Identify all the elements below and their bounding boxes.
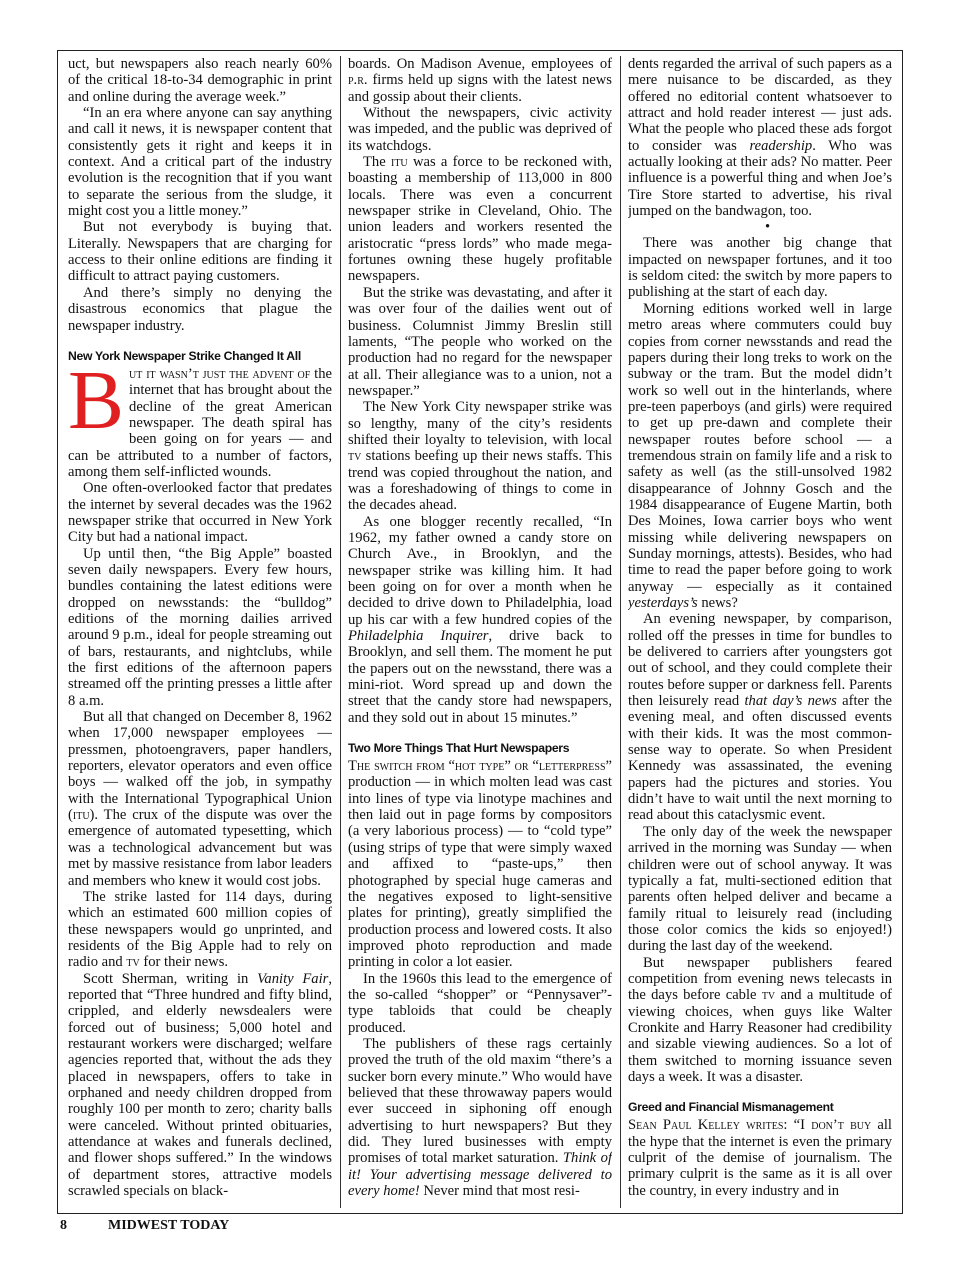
- paragraph: As one blogger recently recalled, “In 1962, my father owned a candy store on Church Ave., in Brooklyn, and the newspaper strike was killing him. It had been going on for over a month when he decided to drive down to Philadelphia, load up his car with a few hundred copies of the Philadelphia Inquirer, drive back to Brooklyn, and sell them. The moment he put the papers out on the newsstand, there was a mini-riot. Word spread up and down the street that the candy store had newspapers, and they sold out in about 15 minutes.”: [348, 513, 612, 726]
- article-body: [68, 56, 894, 1208]
- paragraph: Up until then, “the Big Apple” boasted seven daily newspapers. Every few hours, bundles containing the latest editions were dropped on newsstands: the “bulldog” editions of the morning dailies arrived around 9 p.m., ideal for people streaming out of bars, restaurants, and nightclubs, while the first editions of the afternoon papers streamed off the printing presses a little after 8 a.m.: [68, 545, 332, 709]
- magazine-name: MIDWEST TODAY: [108, 1218, 230, 1233]
- paragraph: uct, but newspapers also reach nearly 60% of the critical 18-to-34 demographic in print and online during the average week.”: [68, 56, 332, 105]
- drop-cap: B: [68, 353, 125, 447]
- paragraph: An evening newspaper, by comparison, rolled off the presses in time for bundles to be delivered to carriers after youngsters got out of school, and they could complete their routes before supper or darkness fell. Parents then leisurely read that day’s news after the evening meal, and often discussed events with their kids. It was the most common-sense way to operate. So when President Kennedy was assassinated, the evening papers had the pictures and stories. You didn’t have to wait until the next morning to read about this cataclysmic event.: [628, 611, 892, 824]
- column-rule: [340, 56, 341, 1208]
- paragraph: There was another big change that impacted on newspaper fortunes, and it too is seldom cited: the switch by more papers to publishing at the start of each day.: [628, 235, 892, 301]
- paragraph: dents regarded the arrival of such papers as a mere nuisance to be discarded, as they offered no editorial content whatsoever to attract and hold reader interest — just ads. What the people who placed these ads forgot to consider was readership. Who was actually looking at their ads? No matter. Peer influence is a powerful thing and when Joe’s Tire Store started to advertise, his rival jumped on the bandwagon, too.: [628, 56, 892, 220]
- paragraph: The only day of the week the newspaper arrived in the morning was Sunday — when children were out of school anyway. It was typically a fat, multi-sectioned edition that parents often helped deliver and became a family ritual to leisurely read (including those color comics the kids so enjoyed!) during the last day of the weekend.: [628, 823, 892, 955]
- paragraph: In the 1960s this lead to the emergence of the so-called “shopper” or “Pennysaver”-type tabloids that could be cheaply produced.: [348, 970, 612, 1036]
- paragraph: The New York City newspaper strike was so lengthy, many of the city’s residents shifted their loyalty to television, with local tv stations beefing up their news staffs. This trend was copied throughout the nation, and was a foreshadowing of things to come in the decades ahead.: [348, 399, 612, 514]
- paragraph: Scott Sherman, writing in Vanity Fair, reported that “Three hundred and fifty blind, crippled, and elderly newsdealers were forced out of business; 5,000 hotel and restaurant workers were discharged; welfare agencies reported that, without the ads they placed in newspapers, offers to take in orphaned and needy children dropped from roughly 100 per month to zero; charity balls were canceled. Without printed obituaries, attendance at wakes and funerals declined, and flower shops suffered.” In the windows of department stores, attractive models scrawled specials on black-: [68, 970, 332, 1200]
- paragraph: But not everybody is buying that. Literally. Newspapers that are charging for access to their online editions are finding it difficult to attract paying customers.: [68, 219, 332, 285]
- page-footer: [60, 1218, 229, 1234]
- paragraph: boards. On Madison Avenue, employees of p.r. firms held up signs with the latest news and gossip about their clients.: [348, 56, 612, 105]
- paragraph: Morning editions worked well in large metro areas where commuters could buy copies from corner newsstands and read the papers during their long treks to work on the subway or the tram. But the model didn’t work so well out in the hinterlands, where pre-teen paperboys (and girls) were required to get up pre-dawn and complete their newspaper routes before school — a tremendous strain on family life and a risk to safety as well (as the still-unsolved 1982 disappearance of Johnny Gosch and the 1984 disappearance of Eugene Martin, both Des Moines, Iowa carrier boys who went missing while delivering newspapers on Sunday mornings, attests). Besides, who had time to read the paper before going to work anyway — especially as it contained yesterdays’s news?: [628, 300, 892, 611]
- paragraph: The strike lasted for 114 days, during which an estimated 600 million copies of these newspapers would go unprinted, and residents of the Big Apple had to rely on radio and tv for their news.: [68, 888, 332, 971]
- paragraph: “In an era where anyone can say anything and call it news, it is newspaper content that consistently gets it right and keeps it in context. And a critical part of the industry evolution is the recognition that if you want to separate the serious from the sludge, it might cost you a little money.”: [68, 105, 332, 220]
- paragraph: Without the newspapers, civic activity was impeded, and the public was deprived of its watchdogs.: [348, 105, 612, 154]
- paragraph: But the strike was devastating, and after it was over four of the dailies went out of business. Columnist Jimmy Breslin still laments, “The people who worked on the production had no regard for the newspaper at all. Their allegiance was to a union, not a newspaper.”: [348, 284, 612, 399]
- lead-small-caps: ut it wasn’t just the advent of: [129, 365, 311, 382]
- paragraph: But newspaper publishers feared competition from evening news telecasts in the days before cable tv and a multitude of viewing choices, when guys like Walter Cronkite and Harry Reasoner had credibility and sizable viewing audiences. So a lot of them switched to morning issuance seven days a week. It was a disaster.: [628, 954, 892, 1085]
- column-2: [348, 56, 612, 1208]
- paragraph: And there’s simply no denying the disastrous economics that plague the newspaper industry.: [68, 284, 332, 334]
- paragraph: The publishers of these rags certainly proved the truth of the old maxim “there’s a sucker born every minute.” Who would have believed that these throwaway papers would ever succeed in siphoning off enough advertising to hurt newspapers? But they did. They lured businesses with empty promises of total market saturation. Think of it! Your advertising message delivered to every home! Never mind that most resi-: [348, 1035, 612, 1200]
- section-heading: Greed and Financial Mismanagement: [628, 1100, 834, 1115]
- section-heading: Two More Things That Hurt Newspapers: [348, 741, 570, 756]
- paragraph: One often-overlooked factor that predates the internet by several decades was the 1962 newspaper strike that occurred in New York City but had a national impact.: [68, 480, 332, 546]
- column-rule: [620, 56, 621, 1208]
- section-separator: •: [764, 219, 771, 236]
- section-heading: New York Newspaper Strike Changed It All: [68, 348, 301, 363]
- lead-paragraph: The switch from “hot type” or “letterpress” production — in which molten lead was cast into lines of type via linotype machines and then laid out in page forms by compositors (a very laborious process) — to “cold type” (using strips of type that were simply waxed and affixed to “paste-ups,” then photographed by special huge cameras and the negatives exposed to light-sensitive plates for printing), greatly simplified the production process and lowered costs. It also improved photo reproduction and made printing in color a lot easier.: [348, 758, 612, 971]
- lead-paragraph: Sean Paul Kelley writes: “I don’t buy all the hype that the internet is even the primary culprit of the demise of journalism. The primary culprit is the same as it is all over the country, in every industry and in: [628, 1117, 892, 1199]
- lead-paragraph: But it wasn’t just the advent of the internet that has brought about the decline of the great American newspaper. The death spiral has been going on for years — and can be attributed to a number of factors, among them self-inflicted wounds.: [68, 353, 332, 480]
- column-3: [628, 56, 892, 1208]
- paragraph: The itu was a force to be reckoned with, boasting a membership of 113,000 in 800 locals. There was even a concurrent newspaper strike in Cleveland, Ohio. The union leaders and workers resented the aristocratic “press lords” who made mega-fortunes owning these hugely profitable newspapers.: [348, 154, 612, 285]
- page-number: 8: [60, 1218, 67, 1233]
- paragraph: But all that changed on December 8, 1962 when 17,000 newspaper employees — pressmen, photoengravers, paper handlers, reporters, elevator operators and even office boys — walked off the job, in sympathy with the International Typographical Union (itu). The crux of the dispute was over the emergence of automated typesetting, which was a technological advancement but was met by massive resistance from labor leaders and members who knew it would cost jobs.: [68, 709, 332, 889]
- column-1: [68, 56, 332, 1208]
